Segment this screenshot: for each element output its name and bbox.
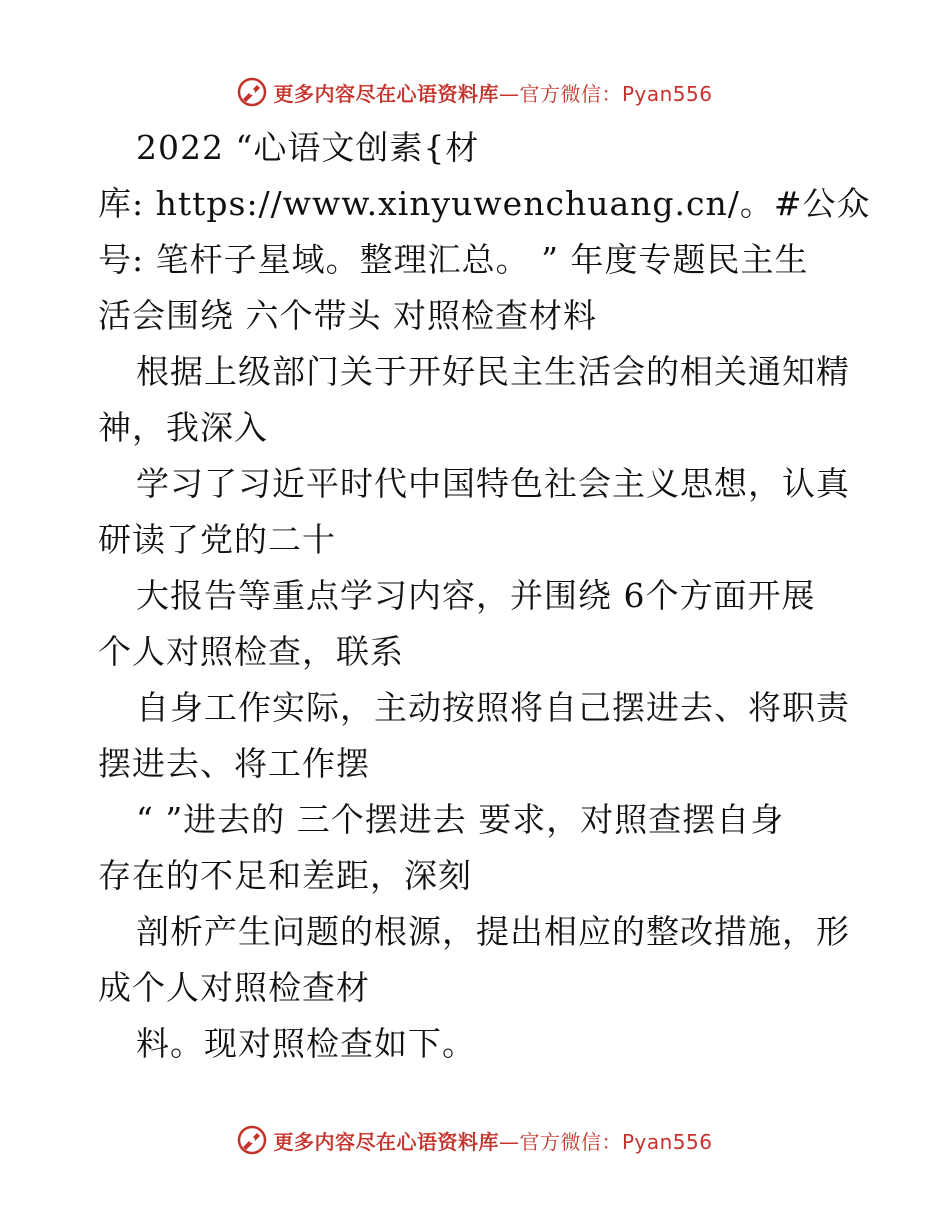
body-line-6a: 剖析产生问题的根源，提出相应的整改措施，形 xyxy=(136,912,850,951)
body-line-2a: 学习了习近平时代中国特色社会主义思想，认真 xyxy=(136,464,850,503)
watermark-site-text: 更多内容尽在心语资料库 xyxy=(273,1129,499,1154)
watermark-text xyxy=(273,1126,712,1155)
document-body xyxy=(98,120,878,1072)
watermark-separator: — xyxy=(498,1129,520,1154)
watermark-site-text: 更多内容尽在心语资料库 xyxy=(273,81,499,106)
body-line-3a: 大报告等重点学习内容，并围绕 6个方面开展 xyxy=(136,576,816,615)
footer-watermark xyxy=(0,1120,950,1160)
body-paragraph-5 xyxy=(98,792,878,904)
title-line-3: 号: 笔杆子星域。整理汇总。 ” 年度专题民主生 xyxy=(98,240,809,279)
pen-logo-icon xyxy=(237,77,267,107)
title-line-1: 2022 “心语文创素{材 xyxy=(136,128,480,167)
body-line-6b: 成个人对照检查材 xyxy=(98,968,370,1007)
title-line-4: 活会围绕 六个带头 对照检查材料 xyxy=(98,296,597,335)
body-line-2b: 研读了党的二十 xyxy=(98,520,336,559)
body-paragraph-1 xyxy=(98,344,878,456)
body-line-5a: “ ”进去的 三个摆进去 要求，对照查摆自身 xyxy=(136,800,785,839)
watermark-separator: — xyxy=(498,81,520,106)
title-line-2: 库: https://www.xinyuwenchuang.cn/。#公众 xyxy=(98,184,871,223)
body-line-3b: 个人对照检查，联系 xyxy=(98,632,404,671)
body-line-4a: 自身工作实际，主动按照将自己摆进去、将职责 xyxy=(136,688,850,727)
body-line-4b: 摆进去、将工作摆 xyxy=(98,744,370,783)
title-paragraph xyxy=(98,120,878,344)
body-paragraph-3 xyxy=(98,568,878,680)
body-line-1b: 神，我深入 xyxy=(98,408,268,447)
body-paragraph-7 xyxy=(98,1016,878,1072)
pen-logo-icon xyxy=(237,1125,267,1155)
body-paragraph-4 xyxy=(98,680,878,792)
body-paragraph-6 xyxy=(98,904,878,1016)
watermark-text xyxy=(273,78,712,107)
watermark-wechat-text: 官方微信：Pyan556 xyxy=(519,81,713,106)
watermark-wechat-text: 官方微信：Pyan556 xyxy=(519,1129,713,1154)
body-line-7a: 料。现对照检查如下。 xyxy=(136,1024,476,1063)
header-watermark xyxy=(0,72,950,112)
body-line-1a: 根据上级部门关于开好民主生活会的相关通知精 xyxy=(136,352,850,391)
body-line-5b: 存在的不足和差距，深刻 xyxy=(98,856,472,895)
body-paragraph-2 xyxy=(98,456,878,568)
